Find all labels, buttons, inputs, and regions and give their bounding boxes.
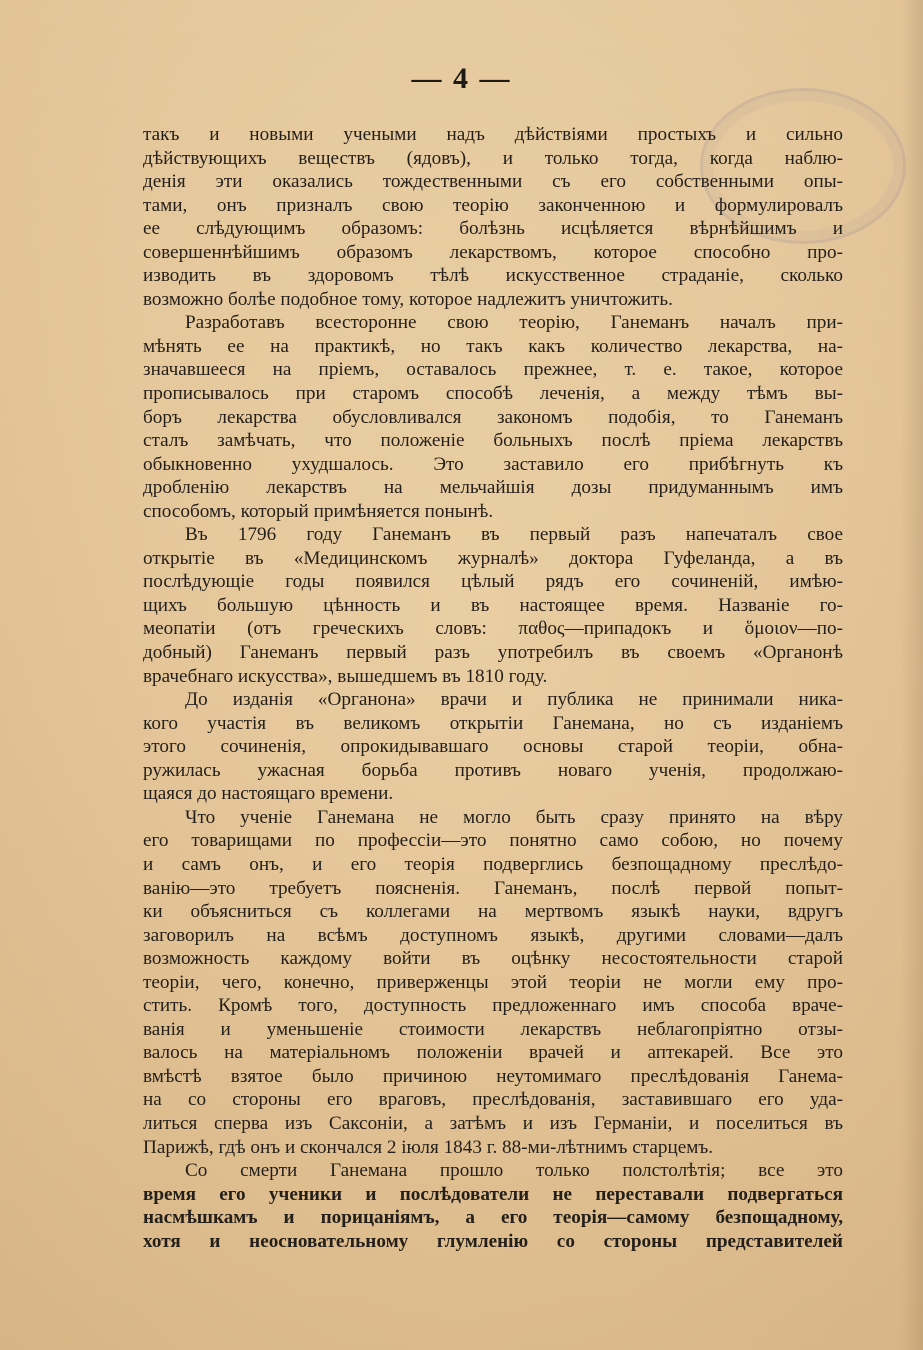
text-line: время его ученики и послѣдователи не переставали подвергаться	[143, 1183, 843, 1205]
text-line: вмѣстѣ взятое было причиною неутомимаго преслѣдованія Ганема-	[143, 1065, 843, 1087]
text-line: сталъ замѣчать, что положеніе больныхъ послѣ пріема лекарствъ	[143, 430, 843, 452]
text-line: прописывалось при старомъ способѣ леченія, а между тѣмъ вы-	[143, 383, 843, 405]
text-line: теоріи, чего, конечно, приверженцы этой теоріи не могли ему про-	[143, 971, 843, 993]
page-edge-shadow	[901, 0, 923, 1350]
text-line: Со смерти Ганемана прошло только полстолѣтія; все это	[185, 1160, 843, 1182]
text-line: обыкновенно ухудшалось. Это заставило его прибѣгнуть къ	[143, 453, 843, 475]
text-line: послѣдующіе годы появился цѣлый рядъ его сочиненій, имѣю-	[143, 571, 843, 593]
text-line: Что ученіе Ганемана не могло быть сразу принято на вѣру	[185, 806, 843, 828]
text-line: мѣнять ее на практикѣ, но такъ какъ количество лекарства, на-	[143, 335, 843, 357]
text-line: изводить въ здоровомъ тѣлѣ искусственное страданіе, сколько	[143, 265, 843, 287]
text-line: литься сперва изъ Саксоніи, а затѣмъ и изъ Германіи, и поселиться въ	[143, 1112, 843, 1134]
body-text	[143, 123, 843, 1253]
text-line: заговорилъ на всѣмъ доступномъ языкѣ, другими словами—далъ	[143, 924, 843, 946]
text-line: способомъ, который примѣняется понынѣ.	[143, 500, 494, 522]
text-line: стить. Кромѣ того, доступность предложеннаго имъ способа враче-	[143, 995, 843, 1017]
text-line: такъ и новыми учеными надъ дѣйствіями простыхъ и сильно	[143, 124, 843, 145]
text-line: дѣйствующихъ веществъ (ядовъ), и только тогда, когда наблю-	[143, 147, 843, 169]
text-line: хотя и неосновательному глумленію со стороны представителей	[143, 1230, 843, 1252]
text-line: Парижѣ, гдѣ онъ и скончался 2 іюля 1843 г. 88-ми-лѣтнимъ старцемъ.	[143, 1136, 714, 1158]
text-line: До изданія «Органона» врачи и публика не принимали ника-	[185, 689, 843, 711]
text-line: ки объясниться съ коллегами на мертвомъ языкѣ науки, вдругъ	[143, 901, 843, 923]
text-line: насмѣшкамъ и порицаніямъ, а его теорія—самому безпощадному,	[143, 1207, 843, 1229]
text-line: кого участія въ великомъ открытіи Ганемана, но съ изданіемъ	[143, 712, 843, 734]
page-number: — 4 —	[411, 62, 512, 95]
text-line: денія эти оказались тождественными съ его собственными опы-	[143, 171, 843, 193]
text-line: щаяся до настоящаго времени.	[143, 783, 394, 805]
text-line: тами, онъ призналъ свою теорію законченною и формулировалъ	[143, 194, 843, 216]
text-line: возможно болѣе подобное тому, которое надлежитъ уничтожить.	[143, 288, 673, 310]
text-line: этого сочиненія, опрокидывавшаго основы старой теоріи, обна-	[143, 736, 843, 758]
text-line: ее слѣдующимъ образомъ: болѣзнь исцѣляется вѣрнѣйшимъ и	[143, 218, 843, 240]
text-line: меопатіи (отъ греческихъ словъ: παθος—припадокъ и ὅμοιον—по-	[143, 618, 843, 640]
text-line: боръ лекарства обусловливался закономъ подобія, то Ганеманъ	[143, 406, 843, 428]
text-line: валось на матеріальномъ положеніи врачей и аптекарей. Все это	[143, 1042, 843, 1064]
text-line: добный) Ганеманъ первый разъ употребилъ въ своемъ «Органонѣ	[143, 642, 843, 664]
text-line: его товарищами по профессіи—это понятно само собою, но почему	[143, 830, 843, 852]
text-line: на со стороны его враговъ, преслѣдованія, заставившаго его уда-	[143, 1089, 843, 1111]
text-line: врачебнаго искусства», вышедшемъ въ 1810 году.	[143, 665, 548, 687]
text-line: возможность каждому войти въ оцѣнку несостоятельности старой	[143, 948, 843, 970]
text-line: открытіе въ «Медицинскомъ журналѣ» доктора Гуфеланда, а въ	[143, 547, 843, 569]
text-line: ружилась ужасная борьба противъ новаго ученія, продолжаю-	[143, 759, 843, 781]
text-line: и самъ онъ, и его теорія подверглись безпощадному преслѣдо-	[143, 853, 843, 875]
text-line: совершеннѣйшимъ образомъ лекарствомъ, которое способно про-	[143, 241, 843, 263]
text-line: ванію—это требуетъ поясненія. Ганеманъ, послѣ первой попыт-	[143, 877, 843, 899]
text-line: Разработавъ всесторонне свою теорію, Ганеманъ началъ при-	[185, 312, 843, 334]
text-line: значавшееся на пріемъ, оставалось прежнее, т. е. такое, которое	[143, 359, 843, 381]
text-line: ванія и уменьшеніе стоимости лекарствъ неблагопріятно отзы-	[143, 1018, 843, 1040]
text-line: дробленію лекарствъ на мельчайшія дозы придуманнымъ имъ	[143, 477, 843, 499]
text-line: Въ 1796 году Ганеманъ въ первый разъ напечаталъ свое	[185, 524, 843, 546]
text-line: щихъ большую цѣнность и въ настоящее время. Названіе го-	[143, 594, 843, 616]
